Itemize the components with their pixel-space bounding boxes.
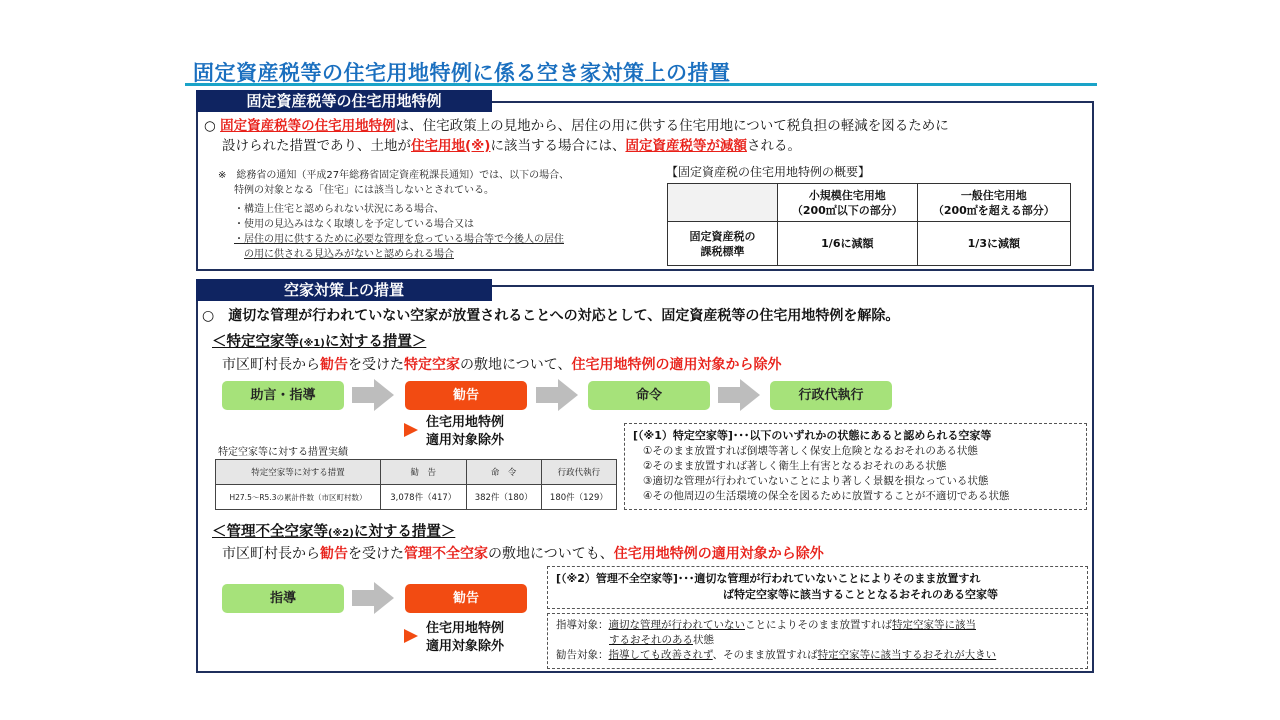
definition-line: ば特定空家等に該当することとなるおそれのある空家等 xyxy=(723,588,998,601)
definition-item: ①そのまま放置すれば倒壊等著しく保安上危険となるおそれのある状態 xyxy=(643,445,978,457)
triangle-pointer-icon xyxy=(404,423,418,437)
arrow-right-icon xyxy=(352,582,394,614)
table-cell: 180件（129） xyxy=(541,485,616,510)
arrow-right-icon xyxy=(352,379,394,411)
table-row xyxy=(668,184,1071,222)
table-row-label: H27.5～R5.3の累計件数（市区町村数） xyxy=(216,485,381,510)
table-cell: 382件（180） xyxy=(466,485,541,510)
guidance-target: 指導対象：適切な管理が行われていないことによりそのまま放置すれば特定空家等に該当 xyxy=(556,619,976,631)
section-tab-housing-land-special: 固定資産税等の住宅用地特例 xyxy=(196,90,492,112)
triangle-pointer-icon xyxy=(404,629,418,643)
flow-step-recommendation: 勧告 xyxy=(405,584,527,613)
section-tab-vacant-house-measures: 空家対策上の措置 xyxy=(196,279,492,301)
flow-step-recommendation: 勧告 xyxy=(405,381,527,410)
lead-text: 設けられた措置であり、土地が xyxy=(222,138,411,154)
note-line: ※ 総務省の通知（平成27年総務省固定資産税課長通知）では、以下の場合、 xyxy=(218,170,570,181)
highlight-term: 固定資産税等が減額 xyxy=(625,138,747,154)
overview-caption: 【固定資産税の住宅用地特例の概要】 xyxy=(666,165,871,179)
guidance-target-cont: するおそれのある状態 xyxy=(609,634,714,646)
lead-text: に該当する場合には、 xyxy=(490,138,626,154)
overview-table xyxy=(667,183,1071,266)
definition-title: [（※1）特定空家等]･･･以下のいずれかの状態にあると認められる空家等 xyxy=(633,429,992,442)
section2-lead: ○ 適切な管理が行われていない空家が放置されることへの対応として、固定資産税等の住宅用地特例を解除。 xyxy=(202,308,900,324)
table-row xyxy=(668,222,1071,266)
highlight-term: 住宅用地(※) xyxy=(411,138,491,154)
tokutei-description: 市区町村長から勧告を受けた特定空家の敷地について、住宅用地特例の適用対象から除外 xyxy=(222,357,782,373)
table-header: 勧 告 xyxy=(381,460,467,485)
page-title: 固定資産税等の住宅用地特例に係る空き家対策上の措置 xyxy=(193,61,731,85)
flow-step-order: 命令 xyxy=(588,381,710,410)
note-item: ・居住の用に供するために必要な管理を怠っている場合等で今後人の居住 xyxy=(234,234,564,245)
results-title: 特定空家等に対する措置実績 xyxy=(218,447,348,458)
exclusion-note: 住宅用地特例 適用対象除外 xyxy=(426,621,505,654)
exclusion-note: 住宅用地特例 適用対象除外 xyxy=(426,415,505,448)
kanri-heading: ＜管理不全空家等(※2)に対する措置＞ xyxy=(212,524,456,540)
flow-step-guidance: 指導 xyxy=(222,584,344,613)
ministry-note xyxy=(218,168,569,262)
table-header: 命 令 xyxy=(466,460,541,485)
flow-step-advice-guidance: 助言・指導 xyxy=(222,381,344,410)
arrow-right-icon xyxy=(718,379,760,411)
note-line: 特例の対象となる「住宅」には該当しないとされている。 xyxy=(234,185,494,196)
table-row xyxy=(216,460,617,485)
results-table xyxy=(215,459,617,510)
table-cell xyxy=(668,184,778,222)
section1-lead-line1 xyxy=(204,116,949,136)
definition-item: ②そのまま放置すれば著しく衛生上有害となるおそれのある状態 xyxy=(643,460,947,472)
definition-line: [（※2）管理不全空家等]･･･適切な管理が行われていないことによりそのまま放置すれ xyxy=(556,572,981,585)
kanri-definition-box xyxy=(547,566,1088,609)
kanri-targets-box xyxy=(547,613,1088,669)
recommendation-target: 勧告対象：指導しても改善されず、そのまま放置すれば特定空家等に該当するおそれが大きい xyxy=(556,649,997,661)
table-row xyxy=(216,485,617,510)
note-item: ・使用の見込みはなく取壊しを予定している場合又は xyxy=(234,219,474,230)
highlight-term: 固定資産税等の住宅用地特例 xyxy=(220,118,396,134)
note-item: の用に供される見込みがないと認められる場合 xyxy=(244,249,454,260)
table-row-label: 固定資産税の 課税標準 xyxy=(668,222,778,266)
table-header: 特定空家等に対する措置 xyxy=(216,460,381,485)
table-cell: 1/6に減額 xyxy=(778,222,918,266)
definition-item: ③適切な管理が行われていないことにより著しく景観を損なっている状態 xyxy=(643,475,989,487)
bullet: ○ xyxy=(204,118,216,134)
section1-lead-line2 xyxy=(222,136,801,156)
lead-text: は、住宅政策上の見地から、居住の用に供する住宅用地について税負担の軽減を図るために xyxy=(395,118,949,134)
lead-text: される。 xyxy=(746,138,801,154)
kanri-description: 市区町村長から勧告を受けた管理不全空家の敷地についても、住宅用地特例の適用対象から除外 xyxy=(222,546,824,562)
tokutei-heading: ＜特定空家等(※1)に対する措置＞ xyxy=(212,334,427,350)
table-cell: 3,078件（417） xyxy=(381,485,467,510)
note-item: ・構造上住宅と認められない状況にある場合、 xyxy=(234,204,444,215)
flow-step-administrative-execution: 行政代執行 xyxy=(770,381,892,410)
table-header: 小規模住宅用地 （200㎡以下の部分） xyxy=(778,184,918,222)
table-header: 行政代執行 xyxy=(541,460,616,485)
page-title-bar xyxy=(185,55,1097,89)
table-cell: 1/3に減額 xyxy=(917,222,1070,266)
definition-item: ④その他周辺の生活環境の保全を図るために放置することが不適切である状態 xyxy=(643,490,1010,502)
arrow-right-icon xyxy=(536,379,578,411)
table-header: 一般住宅用地 （200㎡を超える部分） xyxy=(917,184,1070,222)
tokutei-definition-box xyxy=(624,423,1087,510)
